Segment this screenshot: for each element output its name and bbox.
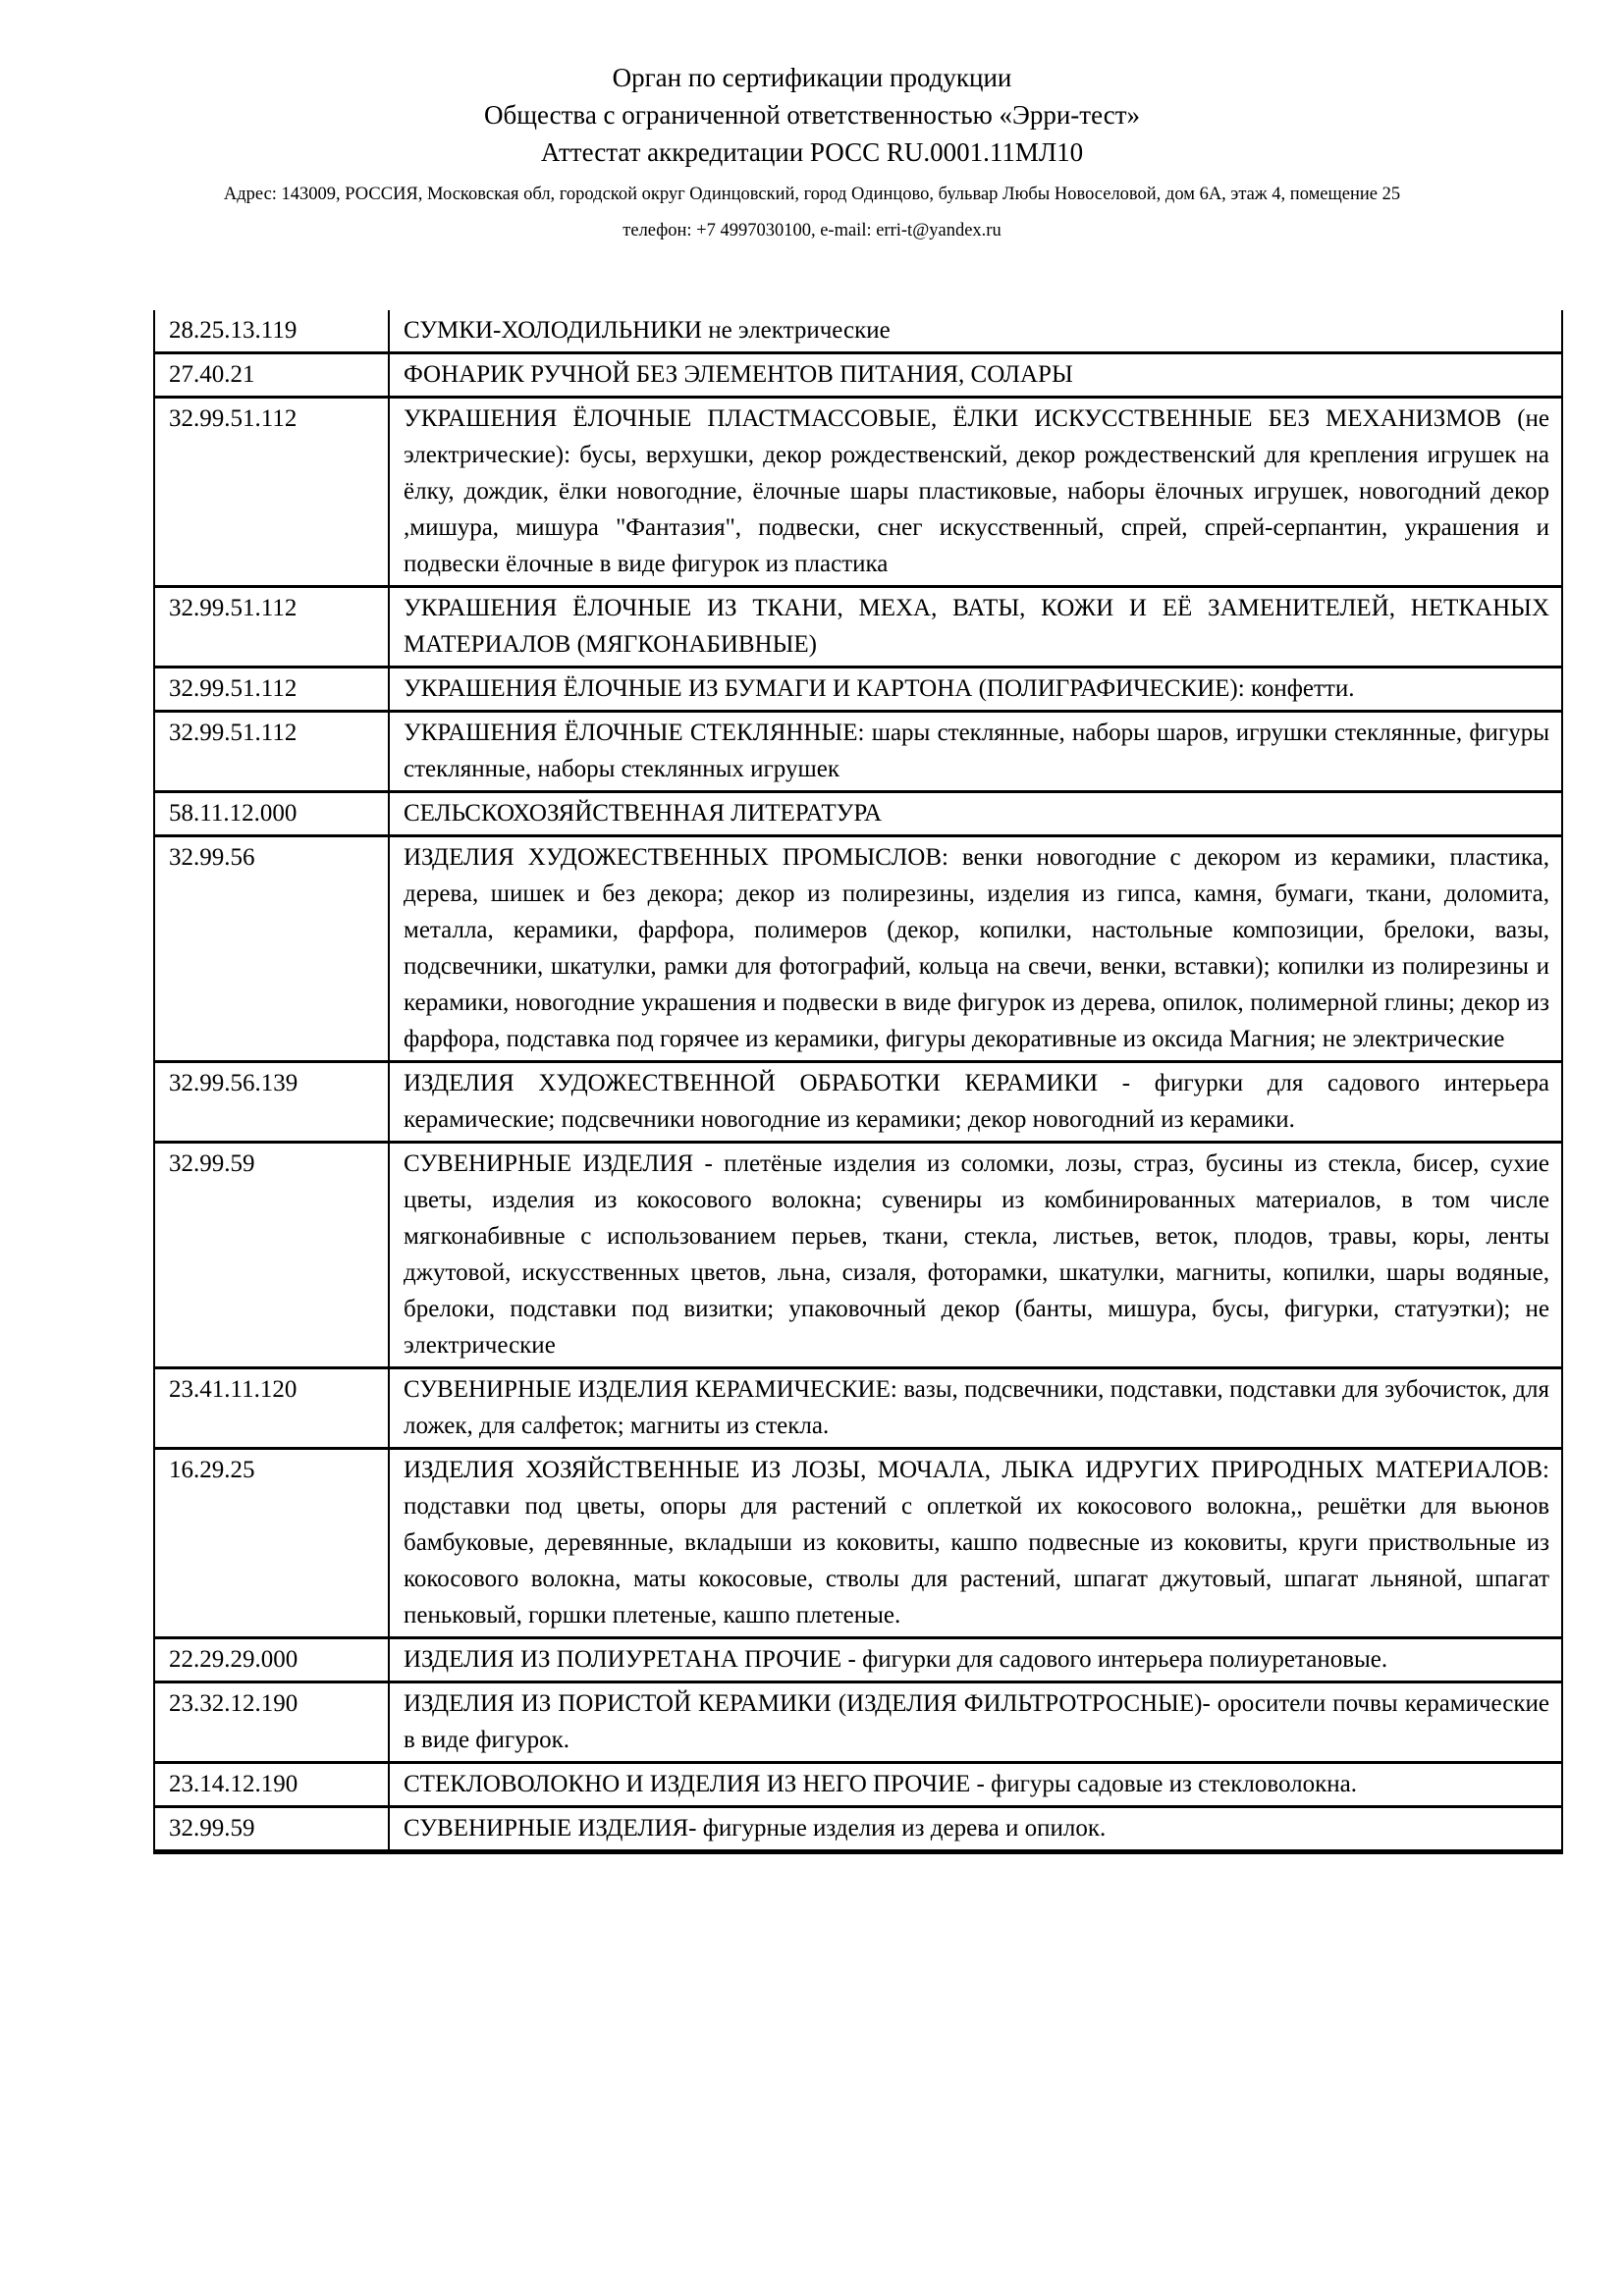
- product-code: 22.29.29.000: [154, 1638, 389, 1682]
- table-row: [154, 1449, 1562, 1638]
- product-description: СУМКИ-ХОЛОДИЛЬНИКИ не электрические: [389, 310, 1562, 353]
- org-title-line-1: Орган по сертификации продукции: [612, 63, 1012, 92]
- table-row: [154, 1062, 1562, 1143]
- product-code: 32.99.59: [154, 1807, 389, 1852]
- product-description: ФОНАРИК РУЧНОЙ БЕЗ ЭЛЕМЕНТОВ ПИТАНИЯ, СОЛАРЫ: [389, 353, 1562, 398]
- table-row: [154, 1807, 1562, 1852]
- product-description: УКРАШЕНИЯ ЁЛОЧНЫЕ ПЛАСТМАССОВЫЕ, ЁЛКИ ИСКУССТВЕННЫЕ БЕЗ МЕХАНИЗМОВ (не электрические): бусы, верхушки, декор рождественский, декор рождественский для крепления игрушек на ёлку, дождик, ёлки новогодние, ёлочные шары пластиковые, наборы ёлочных игрушек, новогодний декор ,мишура, мишура "Фантазия", подвески, снег искусственный, спрей, спрей-серпантин, украшения и подвески ёлочные в виде фигурок из пластика: [389, 398, 1562, 587]
- product-description: ИЗДЕЛИЯ ИЗ ПОЛИУРЕТАНА ПРОЧИЕ - фигурки для садового интерьера полиуретановые.: [389, 1638, 1562, 1682]
- table-row: [154, 398, 1562, 587]
- table-row: [154, 836, 1562, 1062]
- product-code: 32.99.56: [154, 836, 389, 1062]
- accreditation-number: Аттестат аккредитации РОСС RU.0001.11МЛ10: [540, 137, 1084, 167]
- product-description: ИЗДЕЛИЯ ХУДОЖЕСТВЕННОЙ ОБРАБОТКИ КЕРАМИКИ - фигурки для садового интерьера керамические; подсвечники новогодние из керамики; декор новогодний из керамики.: [389, 1062, 1562, 1143]
- product-code: 32.99.56.139: [154, 1062, 389, 1143]
- product-code: 23.32.12.190: [154, 1682, 389, 1763]
- table-row: [154, 792, 1562, 836]
- product-code: 32.99.51.112: [154, 667, 389, 712]
- table-row: [154, 353, 1562, 398]
- product-description: СТЕКЛОВОЛОКНО И ИЗДЕЛИЯ ИЗ НЕГО ПРОЧИЕ - фигуры садовые из стекловолокна.: [389, 1763, 1562, 1807]
- product-description: ИЗДЕЛИЯ ХУДОЖЕСТВЕННЫХ ПРОМЫСЛОВ: венки новогодние с декором из керамики, пластика, дерева, шишек и без декора; декор из полирезины, изделия из гипса, камня, бумаги, ткани, доломита, металла, керамики, фарфора, полимеров (декор, копилки, настольные композиции, брелоки, вазы, подсвечники, шкатулки, рамки для фотографий, кольца на свечи, венки, вставки); копилки из полирезины и керамики, новогодние украшения и подвески в виде фигурок из дерева, опилок, полимерной глины; декор из фарфора, подставка под горячее из керамики, фигуры декоративные из оксида Магния; не электрические: [389, 836, 1562, 1062]
- table-row: [154, 1638, 1562, 1682]
- table-row: [154, 667, 1562, 712]
- product-description: СУВЕНИРНЫЕ ИЗДЕЛИЯ КЕРАМИЧЕСКИЕ: вазы, подсвечники, подставки, подставки для зубочисток, для ложек, для салфеток; магниты из стекла.: [389, 1368, 1562, 1449]
- product-description: УКРАШЕНИЯ ЁЛОЧНЫЕ СТЕКЛЯННЫЕ: шары стеклянные, наборы шаров, игрушки стеклянные, фигуры стеклянные, наборы стеклянных игрушек: [389, 712, 1562, 792]
- product-description: СЕЛЬСКОХОЗЯЙСТВЕННАЯ ЛИТЕРАТУРА: [389, 792, 1562, 836]
- table-row: [154, 587, 1562, 667]
- table-row: [154, 712, 1562, 792]
- product-code: 32.99.51.112: [154, 398, 389, 587]
- product-description: ИЗДЕЛИЯ ИЗ ПОРИСТОЙ КЕРАМИКИ (ИЗДЕЛИЯ ФИЛЬТРОТРОСНЫЕ)- оросители почвы керамические в виде фигурок.: [389, 1682, 1562, 1763]
- product-description: СУВЕНИРНЫЕ ИЗДЕЛИЯ- фигурные изделия из дерева и опилок.: [389, 1807, 1562, 1852]
- product-code: 16.29.25: [154, 1449, 389, 1638]
- product-codes-table: [153, 310, 1563, 1854]
- org-contact: телефон: +7 4997030100, e-mail: erri-t@yandex.ru: [623, 221, 1001, 240]
- product-description: ИЗДЕЛИЯ ХОЗЯЙСТВЕННЫЕ ИЗ ЛОЗЫ, МОЧАЛА, ЛЫКА ИДРУГИХ ПРИРОДНЫХ МАТЕРИАЛОВ: подставки под цветы, опоры для растений с оплеткой их кокосового волокна,, решётки для вьюнов бамбуковые, деревянные, вкладыши из коковиты, кашпо подвесные из коковиты, круги приствольные из кокосового волокна, маты кокосовые, стволы для растений, шпагат джутовый, шпагат льняной, шпагат пеньковый, горшки плетеные, кашпо плетеные.: [389, 1449, 1562, 1638]
- product-code: 32.99.59: [154, 1143, 389, 1368]
- product-description: СУВЕНИРНЫЕ ИЗДЕЛИЯ - плетёные изделия из соломки, лозы, страз, бусины из стекла, бисер, сухие цветы, изделия из кокосового волокна; сувениры из комбинированных материалов, в том числе мягконабивные с использованием перьев, ткани, стекла, листьев, веток, плодов, травы, коры, ленты джутовой, искусственных цветов, льна, сизаля, фоторамки, шкатулки, магниты, копилки, шары водяные, брелоки, подставки под визитки; упаковочный декор (банты, мишура, бусы, фигурки, статуэтки); не электрические: [389, 1143, 1562, 1368]
- product-code: 23.14.12.190: [154, 1763, 389, 1807]
- product-code: 23.41.11.120: [154, 1368, 389, 1449]
- table-row: [154, 310, 1562, 353]
- org-title-line-2: Общества с ограниченной ответственностью «Эрри-тест»: [483, 100, 1141, 130]
- product-description: УКРАШЕНИЯ ЁЛОЧНЫЕ ИЗ ТКАНИ, МЕХА, ВАТЫ, КОЖИ И ЕЁ ЗАМЕНИТЕЛЕЙ, НЕТКАНЫХ МАТЕРИАЛОВ (МЯГКОНАБИВНЫЕ): [389, 587, 1562, 667]
- product-code: 58.11.12.000: [154, 792, 389, 836]
- document-header: [0, 0, 1624, 243]
- product-description: УКРАШЕНИЯ ЁЛОЧНЫЕ ИЗ БУМАГИ И КАРТОНА (ПОЛИГРАФИЧЕСКИЕ): конфетти.: [389, 667, 1562, 712]
- product-code: 27.40.21: [154, 353, 389, 398]
- table-row: [154, 1763, 1562, 1807]
- product-code: 28.25.13.119: [169, 317, 298, 344]
- org-address: Адрес: 143009, РОССИЯ, Московская обл, городской округ Одинцовский, город Одинцово, бульвар Любы Новоселовой, дом 6А, этаж 4, помещение 25: [223, 185, 1401, 204]
- table-row: [154, 1143, 1562, 1368]
- table-row: [154, 1368, 1562, 1449]
- table-row: [154, 1682, 1562, 1763]
- product-code: 32.99.51.112: [154, 712, 389, 792]
- product-code: 32.99.51.112: [154, 587, 389, 667]
